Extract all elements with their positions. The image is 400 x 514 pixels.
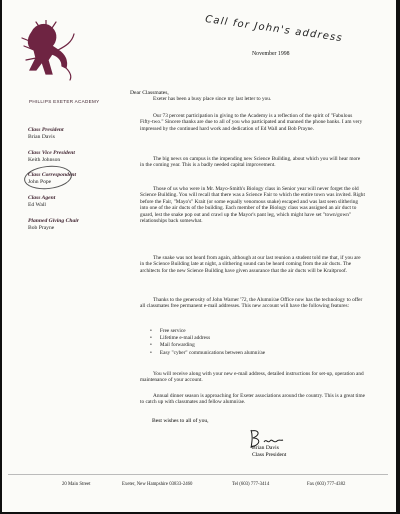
lion-rampant-logo: [18, 20, 76, 82]
signer-name: Brian Davis: [252, 445, 279, 451]
officer-role: Class Agent: [28, 195, 56, 201]
officer-vice-president: [28, 150, 75, 164]
letter-page: [2, 0, 396, 512]
paragraph: The big news on campus is the impending new Science Building, about which you will hear more in the coming year. This is a badly needed capital improvement.: [140, 156, 361, 169]
paragraph: Annual dinner season is approaching for Exeter associations around the country. This is a great time to catch up with classmates and fellow alumni/ae.: [140, 393, 365, 406]
officer-planned-giving: [28, 218, 79, 232]
officer-president: [28, 127, 64, 141]
officer-name: Brian Davis: [28, 134, 55, 140]
paragraph: Our 73 percent participation in giving to the Academy is a reflection of the spirit of "Fabulous Fifty-two." Sincere thanks are due to all of you who participated and manned the phone banks. I am very impressed by the continued hard work and dedication of Ed Wall and Bob Prayne.: [140, 113, 363, 132]
footer-fax: Fax (603) 777-4382: [307, 482, 346, 487]
feature-list: [150, 328, 265, 357]
paragraph: Thanks to the generosity of John Warner '72, the Alumni/ae Office now has the technology to offer all classmates free permanent e-mail addresses. This new account will have the following features:: [140, 297, 363, 310]
officer-name: John Pope: [28, 179, 52, 185]
footer-city: Exeter, New Hampshire 03833-2460: [122, 482, 193, 487]
officer-name: Bob Prayne: [28, 225, 55, 231]
officer-role: Class President: [28, 127, 64, 133]
paragraph: The snake was not heard from again, although at our last reunion a student told me that, if you are in the Science Building late at night, a slithering sound can be heard coming from the air ducts. The architects for the new Science Building have given assurance that the air ducts will be Kraitproof.: [140, 255, 361, 274]
officer-role: Planned Giving Chair: [28, 218, 79, 224]
footer-divider: [8, 474, 388, 475]
list-item: • Lifetime e-mail address: [150, 335, 265, 342]
officer-name: Keith Johnson: [28, 157, 61, 163]
signature-block: [252, 445, 286, 459]
paragraph: Exeter has been a busy place since my last letter to you.: [153, 96, 272, 102]
signer-title: Class President: [252, 452, 287, 458]
officer-name: Ed Wall: [28, 202, 46, 208]
footer-address: 20 Main Street: [62, 482, 91, 487]
closing: Best wishes to all of you,: [152, 418, 209, 424]
list-item: • Free service: [150, 328, 265, 335]
list-item: • Mail forwarding: [150, 342, 265, 349]
handwritten-note: Call for John's address: [204, 14, 344, 45]
paragraph: You will receive along with your new e-mail address, detailed instructions for set-up, operation and maintenance of your account.: [140, 371, 364, 384]
academy-name: PHILLIPS EXETER ACADEMY: [29, 99, 100, 104]
list-item: • Easy "cyber" communications between alumni/ae: [150, 350, 265, 357]
salutation: Dear Classmates,: [130, 90, 169, 96]
officer-role: Class Correspondent: [28, 172, 77, 178]
officer-role: Class Vice President: [28, 150, 75, 156]
officer-agent: [28, 195, 55, 209]
footer-tel: Tel (603) 777-3414: [232, 482, 270, 487]
paragraph: Those of us who were in Mr. Mayo-Smith's Biology class in Senior year will never forget the old Science Building. You will recall that there was a Science Fair to which the entire town was invited. Right before the Fair, "Mayo's" Krait (or some equally venomous snake) escaped and was last seen slithering into one of the air ducts of the building. Each member of the Biology class was assigned an air duct to guard, lest the snake pop out and crawl up the Mayor's pant leg, which might have set "town/gown" relationships back somewhat.: [140, 186, 365, 225]
letter-date: November 1998: [252, 51, 290, 57]
officer-correspondent: [28, 172, 76, 186]
